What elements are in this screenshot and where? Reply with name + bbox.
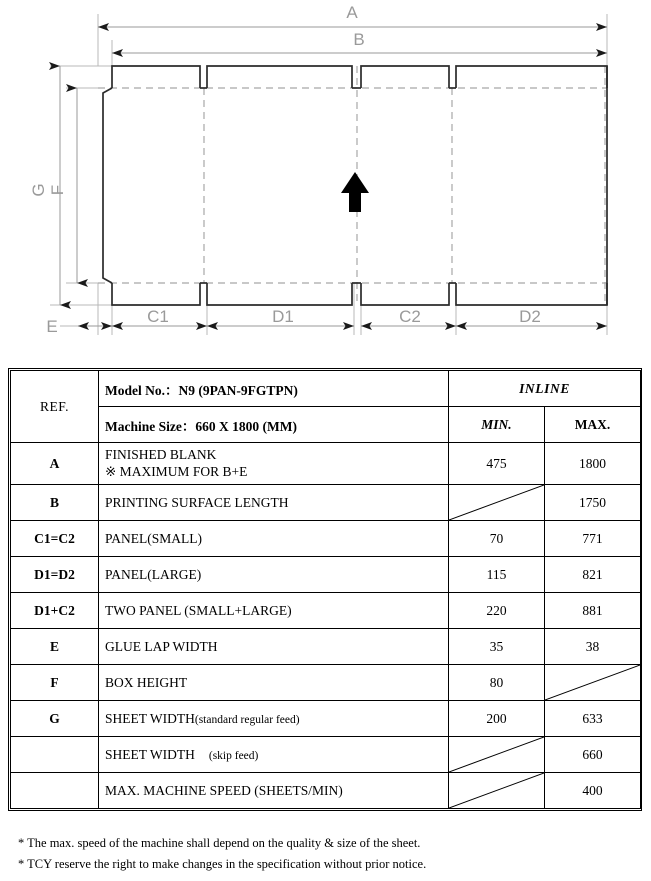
table-row (11, 485, 641, 521)
model-number-cell: Model No.：N9 (9PAN-9FGTPN) (99, 371, 449, 407)
footnote-line-2: * TCY reserve the right to make changes in the specification without prior notice. (18, 856, 427, 871)
machine-size-cell: Machine Size：660 X 1800 (MM) (99, 407, 449, 443)
row-max-value: 1750 (545, 485, 641, 521)
row-min-value (449, 773, 545, 809)
row-description (99, 737, 449, 773)
dimension-label-c2: C2 (399, 307, 421, 326)
row-max-value: 821 (545, 557, 641, 593)
row-ref: G (11, 701, 99, 737)
row-min-value: 35 (449, 629, 545, 665)
row-ref: D1=D2 (11, 557, 99, 593)
table-row (11, 557, 641, 593)
empty-cell-diagonal (449, 485, 544, 520)
table-row (11, 443, 641, 485)
row-min-value: 70 (449, 521, 545, 557)
row-max-value: 660 (545, 737, 641, 773)
specification-table (10, 370, 641, 809)
row-min-value: 80 (449, 665, 545, 701)
row-description-line2: ※ MAXIMUM FOR B+E (105, 463, 248, 479)
extension-lines (50, 14, 607, 335)
dimension-label-f: F (48, 184, 67, 196)
row-description: PANEL(LARGE) (99, 557, 449, 593)
row-description (99, 701, 449, 737)
row-max-value: 771 (545, 521, 641, 557)
carton-blank-diagram (0, 0, 651, 360)
row-description-line1: FINISHED BLANK (105, 446, 217, 462)
row-ref: A (11, 443, 99, 485)
specification-table-container (8, 368, 642, 811)
row-ref: C1=C2 (11, 521, 99, 557)
row-min-value: 115 (449, 557, 545, 593)
table-row (11, 737, 641, 773)
row-max-value: 1800 (545, 443, 641, 485)
row-min-value: 220 (449, 593, 545, 629)
row-max-value: 38 (545, 629, 641, 665)
row-ref (11, 773, 99, 809)
row-description: MAX. MACHINE SPEED (SHEETS/MIN) (99, 773, 449, 809)
table-row (11, 773, 641, 809)
row-ref: D1+C2 (11, 593, 99, 629)
table-row (11, 593, 641, 629)
ref-column-header: REF. (11, 371, 99, 443)
dimension-label-b: B (353, 30, 365, 49)
table-row (11, 665, 641, 701)
table-row (11, 629, 641, 665)
row-description: BOX HEIGHT (99, 665, 449, 701)
inline-column-header: INLINE (449, 371, 641, 407)
dimension-label-d1: D1 (272, 307, 294, 326)
row-max-value (545, 665, 641, 701)
table-row (11, 701, 641, 737)
dimension-label-e: E (46, 317, 58, 336)
empty-cell-diagonal (545, 665, 640, 700)
table-row (11, 521, 641, 557)
max-column-header: MAX. (545, 407, 641, 443)
row-description: GLUE LAP WIDTH (99, 629, 449, 665)
fold-lines-vertical (204, 66, 605, 305)
row-min-value: 200 (449, 701, 545, 737)
row-ref: B (11, 485, 99, 521)
row-description (99, 443, 449, 485)
row-ref (11, 737, 99, 773)
row-min-value: 475 (449, 443, 545, 485)
row-min-value (449, 737, 545, 773)
row-ref: E (11, 629, 99, 665)
row-description: TWO PANEL (SMALL+LARGE) (99, 593, 449, 629)
row-description-main: SHEET WIDTH (105, 746, 195, 762)
row-description: PRINTING SURFACE LENGTH (99, 485, 449, 521)
row-ref: F (11, 665, 99, 701)
row-description: PANEL(SMALL) (99, 521, 449, 557)
footnotes (18, 833, 628, 874)
dimension-label-d2: D2 (519, 307, 541, 326)
diagram-canvas (0, 0, 651, 360)
table-row-machine-size (11, 407, 641, 443)
dimension-label-c1: C1 (147, 307, 169, 326)
table-row-model (11, 371, 641, 407)
empty-cell-diagonal (449, 773, 544, 808)
row-description-paren: (skip feed) (208, 749, 259, 762)
row-min-value (449, 485, 545, 521)
footnote-line-1: * The max. speed of the machine shall depend on the quality & size of the sheet. (18, 836, 421, 850)
row-description-paren: (standard regular feed) (194, 713, 300, 726)
row-max-value: 881 (545, 593, 641, 629)
dimension-label-g: G (29, 183, 48, 197)
row-max-value: 633 (545, 701, 641, 737)
row-description-main: SHEET WIDTH (105, 710, 195, 726)
row-max-value: 400 (545, 773, 641, 809)
dimension-label-a: A (346, 3, 358, 22)
empty-cell-diagonal (449, 737, 544, 772)
feed-direction-arrow (341, 172, 369, 212)
min-column-header: MIN. (449, 407, 545, 443)
